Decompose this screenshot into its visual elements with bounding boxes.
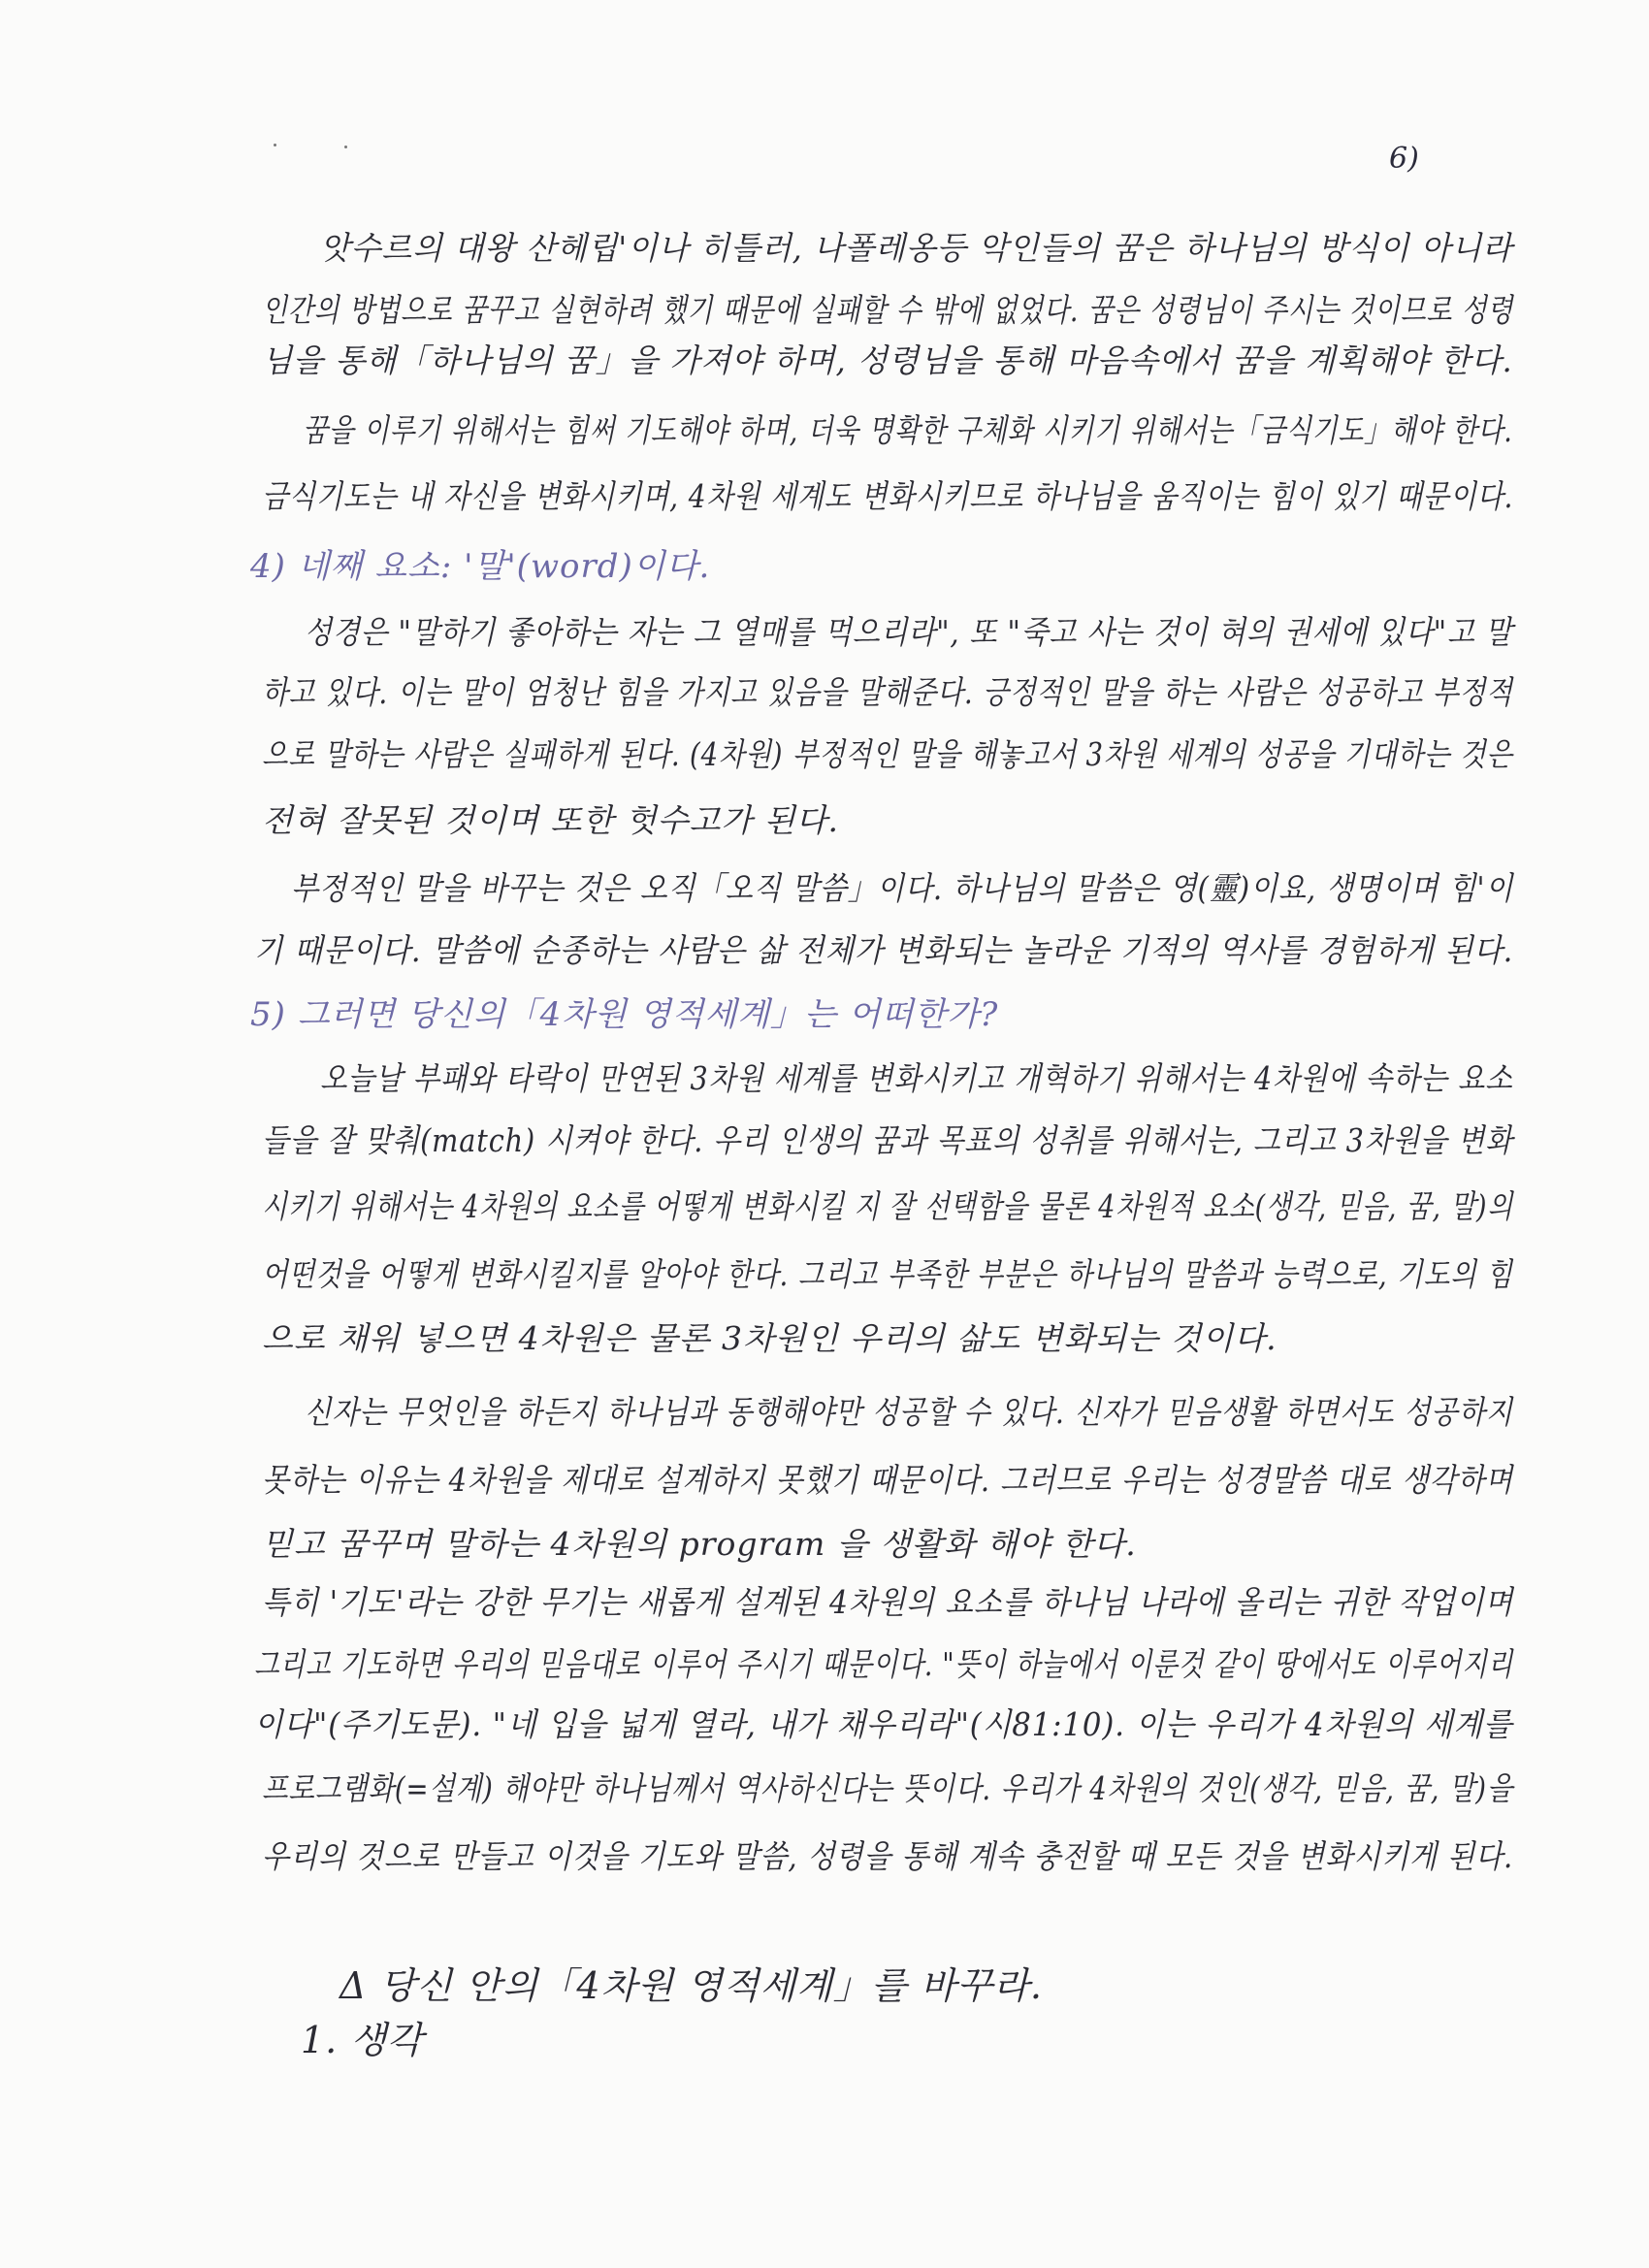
text-line: 오늘날 부패와 타락이 만연된 3차원 세계를 변화시키고 개혁하기 위해서는 4차원에 속하는 요소 <box>320 1059 1513 1097</box>
text-line: 성경은 "말하기 좋아하는 자는 그 열매를 먹으리라", 또 "죽고 사는 것이 혀의 권세에 있다"고 말 <box>305 613 1513 651</box>
text-line: 특히 '기도'라는 강한 무기는 새롭게 설계된 4차원의 요소를 하나님 나라에 올리는 귀한 작업이며 <box>262 1583 1514 1621</box>
text-line: 전혀 잘못된 것이며 또한 헛수고가 된다. <box>262 801 839 839</box>
section-heading: 5) 그러면 당신의「4차원 영적세계」는 어떠한가? <box>250 995 999 1034</box>
speck <box>274 144 276 146</box>
page-number: 6) <box>1389 142 1419 176</box>
text-line: 부정적인 말을 바꾸는 것은 오직「오직 말씀」이다. 하나님의 말씀은 영(靈)이요, 생명이며 힘'이 <box>291 869 1514 907</box>
text-line: 으로 말하는 사람은 실패하게 된다. (4차원) 부정적인 말을 해놓고서 3차원 세계의 성공을 기대하는 것은 <box>262 735 1513 773</box>
text-line: 믿고 꿈꾸며 말하는 4차원의 program 을 생활화 해야 한다. <box>262 1525 1137 1563</box>
text-line: 님을 통해「하나님의 꿈」을 가져야 하며, 성령님을 통해 마음속에서 꿈을 계획해야 한다. <box>262 341 1513 379</box>
speck <box>344 146 347 148</box>
text-line: 금식기도는 내 자신을 변화시키며, 4차원 세계도 변화시키므로 하나님을 움직이는 힘이 있기 때문이다. <box>262 477 1514 515</box>
text-line: 프로그램화(=설계) 해야만 하나님께서 역사하신다는 뜻이다. 우리가 4차원의 것인(생각, 믿음, 꿈, 말)을 <box>262 1769 1514 1807</box>
text-line: 그리고 기도하면 우리의 믿음대로 이루어 주시기 때문이다. "뜻이 하늘에서 이룬것 같이 땅에서도 이루어지리 <box>254 1645 1514 1683</box>
text-line: 기 때문이다. 말씀에 순종하는 사람은 삶 전체가 변화되는 놀라운 기적의 역사를 경험하게 된다. <box>254 931 1514 969</box>
text-line: 신자는 무엇인을 하든지 하나님과 동행해야만 성공할 수 있다. 신자가 믿음생활 하면서도 성공하지 <box>305 1393 1513 1431</box>
text-line: 하고 있다. 이는 말이 엄청난 힘을 가지고 있음을 말해준다. 긍정적인 말을 하는 사람은 성공하고 부정적 <box>262 673 1513 711</box>
text-line: 못하는 이유는 4차원을 제대로 설계하지 못했기 때문이다. 그러므로 우리는 성경말씀 대로 생각하며 <box>262 1461 1513 1499</box>
subsection-heading: Δ 당신 안의「4차원 영적세계」를 바꾸라. <box>340 1964 1043 2007</box>
text-line: 앗수르의 대왕 산헤립'이나 히틀러, 나폴레옹등 악인들의 꿈은 하나님의 방식이 아니라 <box>320 229 1513 267</box>
list-item-heading: 1. 생각 <box>301 2019 424 2061</box>
text-line: 어떤것을 어떻게 변화시킬지를 알아야 한다. 그리고 부족한 부분은 하나님의 말씀과 능력으로, 기도의 힘 <box>262 1255 1513 1293</box>
text-line: 으로 채워 넣으면 4차원은 물론 3차원인 우리의 삶도 변화되는 것이다. <box>262 1319 1277 1357</box>
text-line: 이다"(주기도문). "네 입을 넓게 열라, 내가 채우리라"(시81:10). 이는 우리가 4차원의 세계를 <box>254 1705 1513 1743</box>
text-line: 꿈을 이루기 위해서는 힘써 기도해야 하며, 더욱 명확한 구체화 시키기 위해서는「금식기도」해야 한다. <box>303 411 1513 449</box>
section-heading: 4) 네째 요소: '말'(word)이다. <box>250 547 711 586</box>
text-line: 들을 잘 맞춰(match) 시켜야 한다. 우리 인생의 꿈과 목표의 성취를 위해서는, 그리고 3차원을 변화 <box>262 1121 1513 1159</box>
text-line: 인간의 방법으로 꿈꾸고 실현하려 했기 때문에 실패할 수 밖에 없었다. 꿈은 성령님이 주시는 것이므로 성령 <box>262 291 1514 329</box>
text-line: 우리의 것으로 만들고 이것을 기도와 말씀, 성령을 통해 계속 충전할 때 모든 것을 변화시키게 된다. <box>262 1837 1514 1875</box>
text-line: 시키기 위해서는 4차원의 요소를 어떻게 변화시킬 지 잘 선택함을 물론 4차원적 요소(생각, 믿음, 꿈, 말)의 <box>262 1187 1514 1225</box>
